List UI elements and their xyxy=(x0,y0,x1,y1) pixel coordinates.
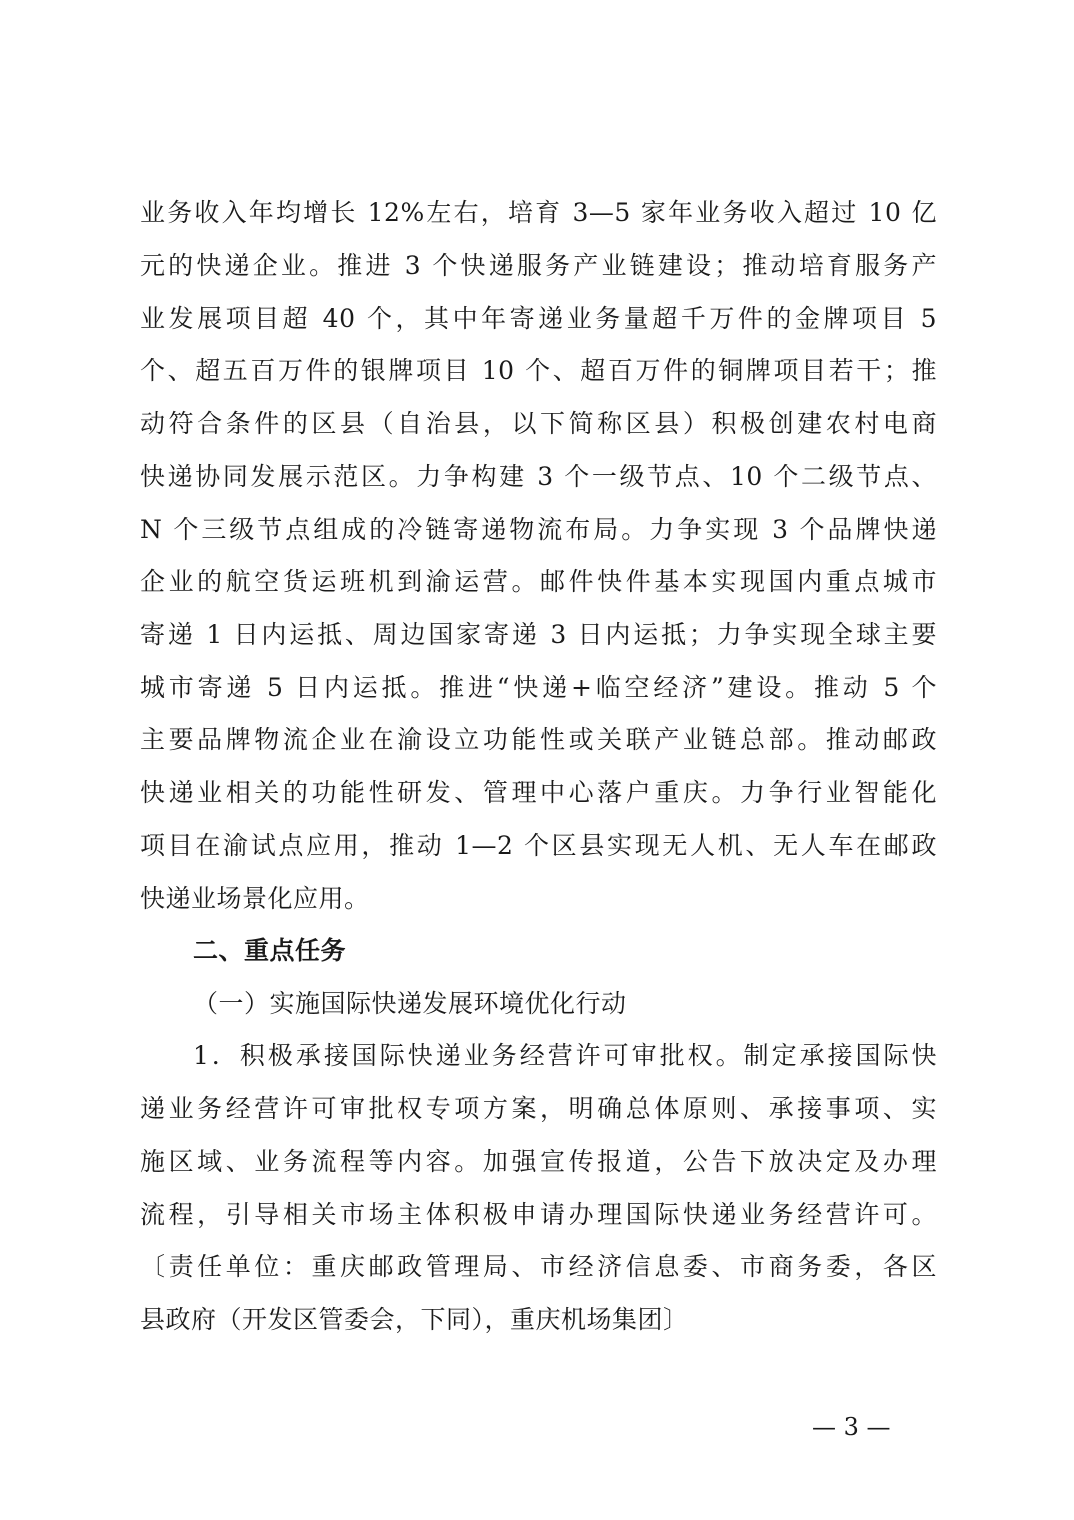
subsection-heading: （一）实施国际快递发展环境优化行动 xyxy=(193,989,627,1018)
section-heading: 二、重点任务 xyxy=(193,936,347,965)
paragraph-line: 城市寄递 5 日内运抵。推进“快递+临空经济”建设。推动 5 个 xyxy=(140,673,937,702)
paragraph-line: 元的快递企业。推进 3 个快递服务产业链建设；推动培育服务产 xyxy=(140,251,937,280)
paragraph-line: 动符合条件的区县（自治县，以下简称区县）积极创建农村电商 xyxy=(140,409,937,438)
paragraph-line: 快递协同发展示范区。力争构建 3 个一级节点、10 个二级节点、 xyxy=(140,462,937,491)
page-number: — 3 — xyxy=(812,1413,891,1441)
paragraph-line: N 个三级节点组成的冷链寄递物流布局。力争实现 3 个品牌快递 xyxy=(140,515,937,544)
paragraph-line: 县政府（开发区管委会，下同），重庆机场集团〕 xyxy=(140,1305,689,1334)
paragraph-line: 〔责任单位：重庆邮政管理局、市经济信息委、市商务委，各区 xyxy=(140,1252,937,1281)
paragraph-line: 个、超五百万件的银牌项目 10 个、超百万件的铜牌项目若干；推 xyxy=(140,356,937,385)
paragraph-line: 寄递 1 日内运抵、周边国家寄递 3 日内运抵；力争实现全球主要 xyxy=(140,620,937,649)
paragraph-line: 快递业场景化应用。 xyxy=(140,884,370,913)
paragraph-line: 流程，引导相关市场主体积极申请办理国际快递业务经营许可。 xyxy=(140,1200,937,1229)
paragraph-line: 快递业相关的功能性研发、管理中心落户重庆。力争行业智能化 xyxy=(140,778,937,807)
paragraph-line: 业发展项目超 40 个，其中年寄递业务量超千万件的金牌项目 5 xyxy=(140,304,937,333)
paragraph-line: 1．积极承接国际快递业务经营许可审批权。制定承接国际快 xyxy=(193,1041,937,1070)
paragraph-line: 业务收入年均增长 12%左右，培育 3—5 家年业务收入超过 10 亿 xyxy=(140,198,937,227)
paragraph-line: 施区域、业务流程等内容。加强宣传报道，公告下放决定及办理 xyxy=(140,1147,937,1176)
paragraph-line: 企业的航空货运班机到渝运营。邮件快件基本实现国内重点城市 xyxy=(140,567,937,596)
paragraph-line: 项目在渝试点应用，推动 1—2 个区县实现无人机、无人车在邮政 xyxy=(140,831,937,860)
paragraph-line: 递业务经营许可审批权专项方案，明确总体原则、承接事项、实 xyxy=(140,1094,937,1123)
paragraph-line: 主要品牌物流企业在渝设立功能性或关联产业链总部。推动邮政 xyxy=(140,725,937,754)
